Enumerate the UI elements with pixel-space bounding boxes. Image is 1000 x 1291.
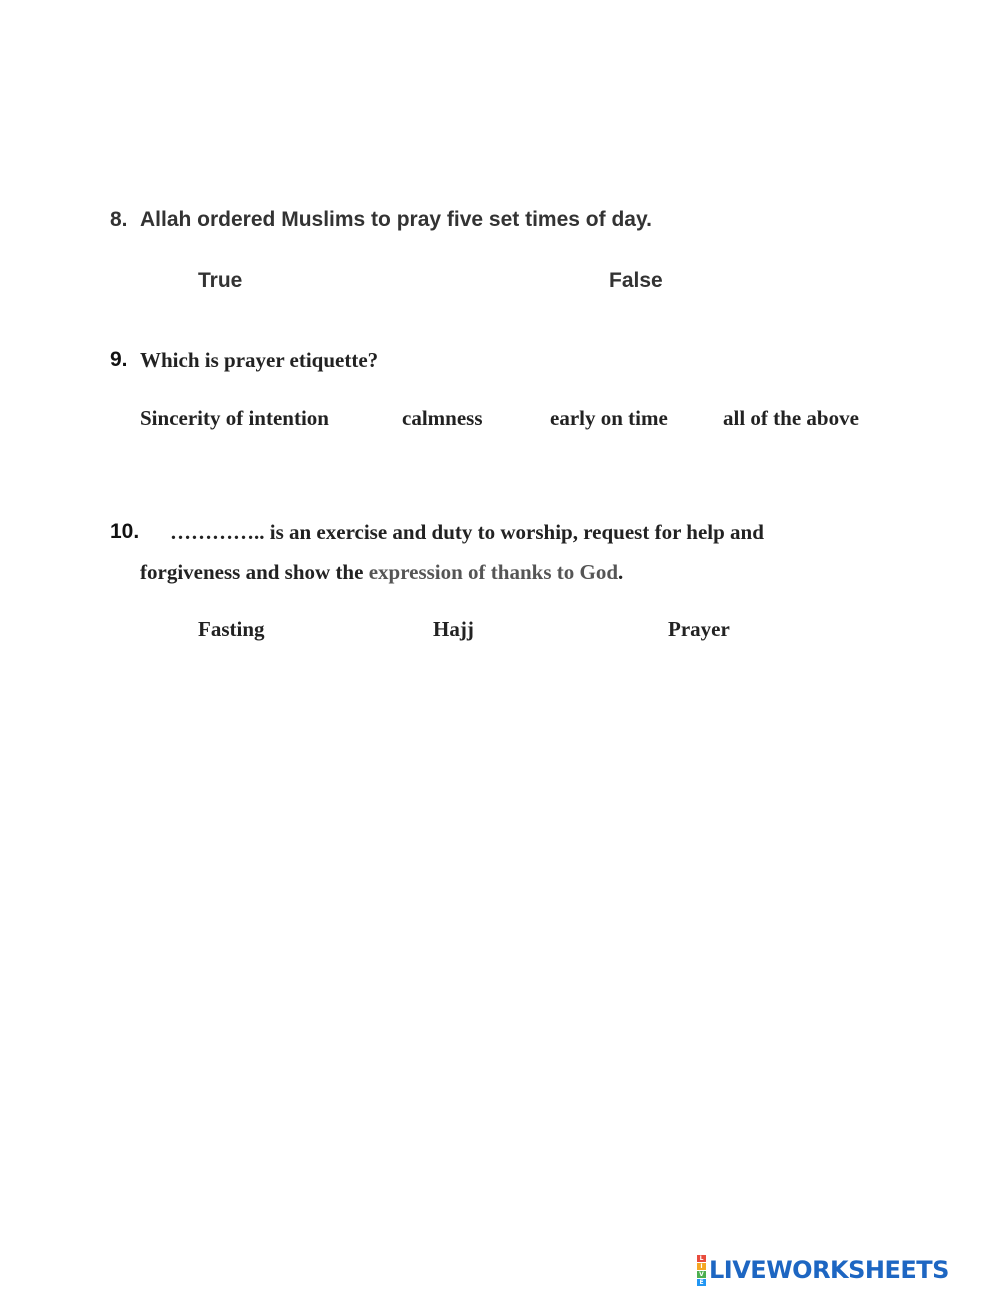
question-8-text: Allah ordered Muslims to pray five set times of day. <box>140 208 652 231</box>
logo-badge-letter: L <box>697 1255 706 1262</box>
question-10-text-line2 <box>140 560 623 585</box>
question-9-option-early[interactable]: early on time <box>550 406 668 430</box>
question-10-option-hajj[interactable]: Hajj <box>433 617 474 641</box>
question-10-line2-highlight: expression of thanks to God <box>368 560 619 584</box>
question-10-number: 10. <box>110 520 140 543</box>
question-9-option-calmness[interactable]: calmness <box>402 406 483 430</box>
question-10-line2-start: forgiveness and show the <box>140 560 369 584</box>
question-10-option-fasting[interactable]: Fasting <box>198 617 265 641</box>
question-10-option-prayer[interactable]: Prayer <box>668 617 730 641</box>
question-9-option-sincerity[interactable]: Sincerity of intention <box>140 406 329 430</box>
question-10-line2-end: . <box>618 560 624 584</box>
question-10-text-line1: ………….. is an exercise and duty to worship, request for help and <box>170 520 764 544</box>
logo-badge-icon <box>697 1255 706 1286</box>
logo-wordmark: LIVEWORKSHEETS <box>709 1256 949 1284</box>
logo-badge-letter: E <box>697 1279 706 1286</box>
question-8-number: 8. <box>110 208 128 231</box>
logo-badge-letter: I <box>697 1263 706 1270</box>
question-9-number: 9. <box>110 348 128 371</box>
liveworksheets-logo <box>697 1254 949 1286</box>
question-8-option-true[interactable]: True <box>198 269 243 292</box>
question-8-option-false[interactable]: False <box>609 269 663 292</box>
logo-badge-letter: V <box>697 1271 706 1278</box>
question-9-option-all[interactable]: all of the above <box>723 406 859 430</box>
question-9-text: Which is prayer etiquette? <box>140 348 379 372</box>
